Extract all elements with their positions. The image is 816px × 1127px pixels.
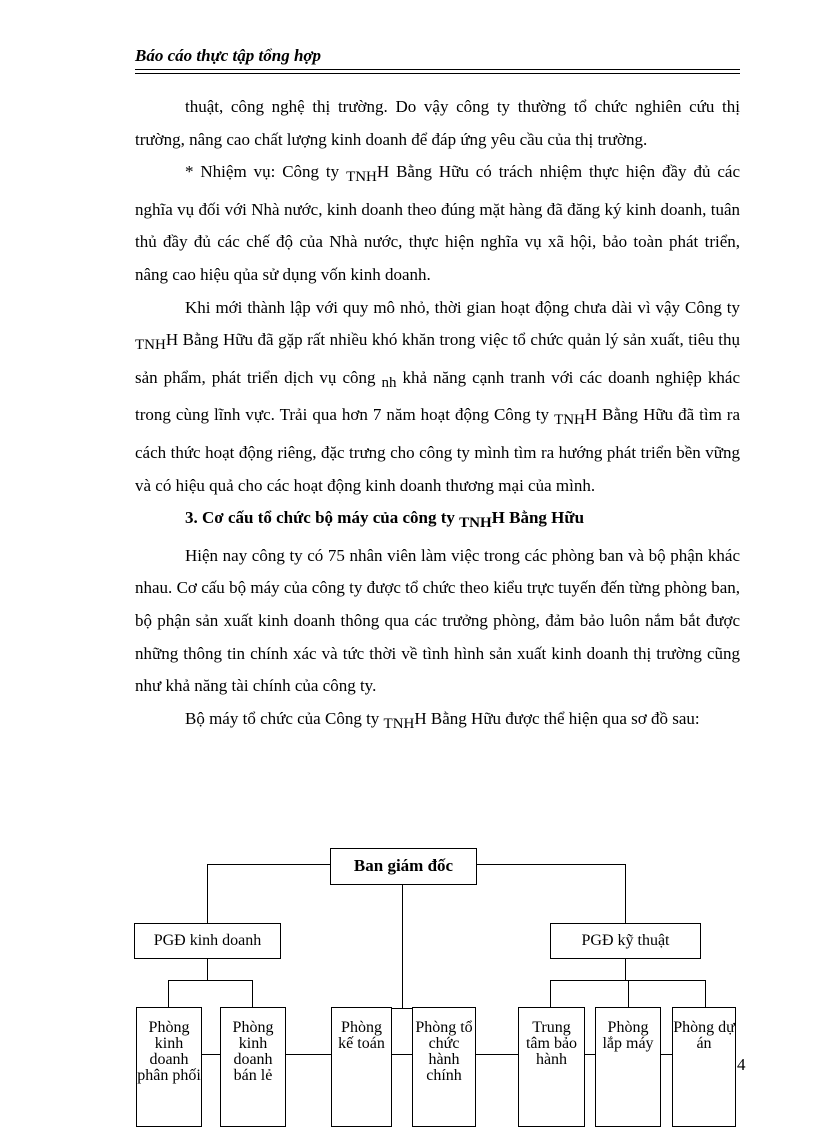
org-box-department: Phòng tổ chức hành chính <box>412 1007 476 1127</box>
paragraph: Khi mới thành lập với quy mô nhỏ, thời gian hoạt động chưa dài vì vậy Công ty TNHH Bằng Hữu đã gặp rất nhiều khó khăn trong việc tổ chức quản lý sản xuất, tiêu thụ sản phẩm, phát triển dịch vụ công nh khả năng cạnh tranh với các doanh nghiệp khác trong cùng lĩnh vực. Trải qua hơn 7 năm hoạt động Công ty TNHH Bằng Hữu đã tìm ra cách thức hoạt động riêng, đặc trưng cho công ty mình tìm ra hướng phát triển bền vững và có hiệu quả cho các hoạt động kinh doanh thương mại của mình. <box>135 297 741 495</box>
org-box-board: Ban giám đốc <box>330 848 477 885</box>
connector-line <box>705 980 706 1008</box>
connector-line <box>207 864 208 924</box>
connector-line <box>207 958 208 980</box>
connector-line <box>168 980 169 1008</box>
org-box-department: Phòng dự án <box>672 1007 736 1127</box>
connector-line <box>402 884 403 1008</box>
connector-line <box>475 1054 519 1055</box>
org-box-department: Trung tâm bảo hành <box>518 1007 585 1127</box>
page-header-title: Báo cáo thực tập tổng hợp <box>135 46 322 65</box>
paragraph: thuật, công nghệ thị trường. Do vậy công ty thường tổ chức nghiên cứu thị trường, nâng cao chất lượng kinh doanh để đáp ứng yêu cầu của thị trường. <box>135 97 740 149</box>
org-box-department: Phòng kế toán <box>331 1007 392 1127</box>
paragraph: Bộ máy tổ chức của Công ty TNHH Bằng Hữu được thể hiện qua sơ đồ sau: <box>185 708 700 732</box>
header-rule-thin <box>135 73 740 74</box>
connector-line <box>391 1054 413 1055</box>
connector-line <box>207 864 330 865</box>
paragraph: * Nhiệm vụ: Công ty TNHH Bằng Hữu có trách nhiệm thực hiện đầy đủ các nghĩa vụ đối với Nhà nước, kinh doanh theo đúng mặt hàng đã đăng ký kinh doanh, tuân thủ đầy đủ các chế độ của Nhà nước, thực hiện nghĩa vụ xã hội, bảo toàn phát triển, nâng cao hiệu qủa sử dụng vốn kinh doanh. <box>135 162 740 284</box>
connector-line <box>168 980 252 981</box>
section-heading: 3. Cơ cấu tổ chức bộ máy của công ty TNHH Bằng Hữu <box>185 508 585 532</box>
page-number: 4 <box>737 1055 746 1074</box>
connector-line <box>625 864 626 924</box>
org-box-department: Phòng kinh doanh bán lẻ <box>220 1007 286 1127</box>
connector-line <box>628 980 629 1008</box>
header-rule <box>135 69 740 70</box>
connector-line <box>476 864 625 865</box>
connector-line <box>550 980 551 1008</box>
org-box-deputy-technical: PGĐ kỹ thuật <box>550 923 701 959</box>
org-box-department: Phòng kinh doanh phân phối <box>136 1007 202 1127</box>
org-box-department: Phòng lắp máy <box>595 1007 661 1127</box>
connector-line <box>252 980 253 1008</box>
paragraph: Hiện nay công ty có 75 nhân viên làm việc trong các phòng ban và bộ phận khác nhau. Cơ cấu bộ máy của công ty được tổ chức theo kiểu trực tuyến đến từng phòng ban, bộ phận sản xuất kinh doanh thông qua các trưởng phòng, đảm bảo luôn nắm bắt được những thông tin chính xác và tức thời về tình hình sản xuất kinh doanh thị trường cũng như khả năng tài chính của công ty. <box>135 545 740 696</box>
connector-line <box>201 1054 221 1055</box>
connector-line <box>285 1054 332 1055</box>
org-box-deputy-business: PGĐ kinh doanh <box>134 923 281 959</box>
body-text <box>135 91 740 740</box>
connector-line <box>625 958 626 980</box>
